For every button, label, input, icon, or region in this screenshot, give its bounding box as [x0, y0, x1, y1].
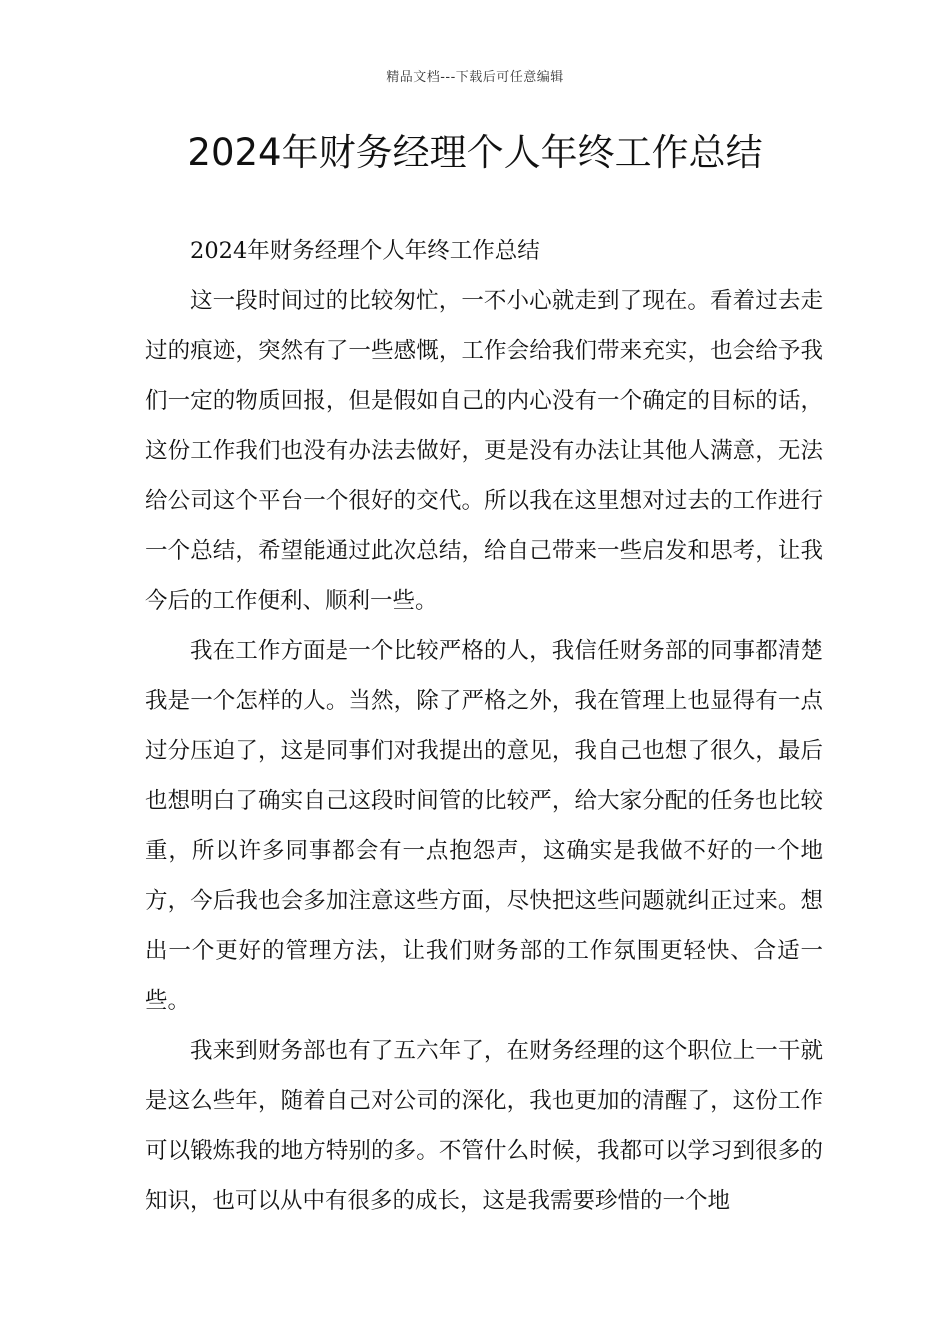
header-note: 精品文档---下载后可任意编辑: [386, 70, 564, 85]
body-paragraph-2: 我在工作方面是一个比较严格的人，我信任财务部的同事都清楚我是一个怎样的人。当然，除了严格之外，我在管理上也显得有一点过分压迫了，这是同事们对我提出的意见，我自己也想了很久，最后也想明白了确实自己这段时间管的比较严，给大家分配的任务也比较重，所以许多同事都会有一点抱怨声，这确实是我做不好的一个地方，今后我也会多加注意这些方面，尽快把这些问题就纠正过来。想出一个更好的管理方法，让我们财务部的工作氛围更轻快、合适一些。: [145, 638, 823, 1014]
body-paragraph-3: 我来到财务部也有了五六年了，在财务经理的这个职位上一干就是这么些年，随着自己对公司的深化，我也更加的清醒了，这份工作可以锻炼我的地方特别的多。不管什么时候，我都可以学习到很多的知识，也可以从中有很多的成长，这是我需要珍惜的一个地: [145, 1038, 823, 1214]
document-title: 2024年财务经理个人年终工作总结: [187, 131, 763, 174]
document-body: [145, 226, 823, 1226]
body-subtitle-paragraph: 2024年财务经理个人年终工作总结: [190, 238, 540, 264]
body-paragraph-1: 这一段时间过的比较匆忙，一不小心就走到了现在。看着过去走过的痕迹，突然有了一些感慨，工作会给我们带来充实，也会给予我们一定的物质回报，但是假如自己的内心没有一个确定的目标的话，这份工作我们也没有办法去做好，更是没有办法让其他人满意，无法给公司这个平台一个很好的交代。所以我在这里想对过去的工作进行一个总结，希望能通过此次总结，给自己带来一些启发和思考，让我今后的工作便利、顺利一些。: [145, 288, 823, 614]
